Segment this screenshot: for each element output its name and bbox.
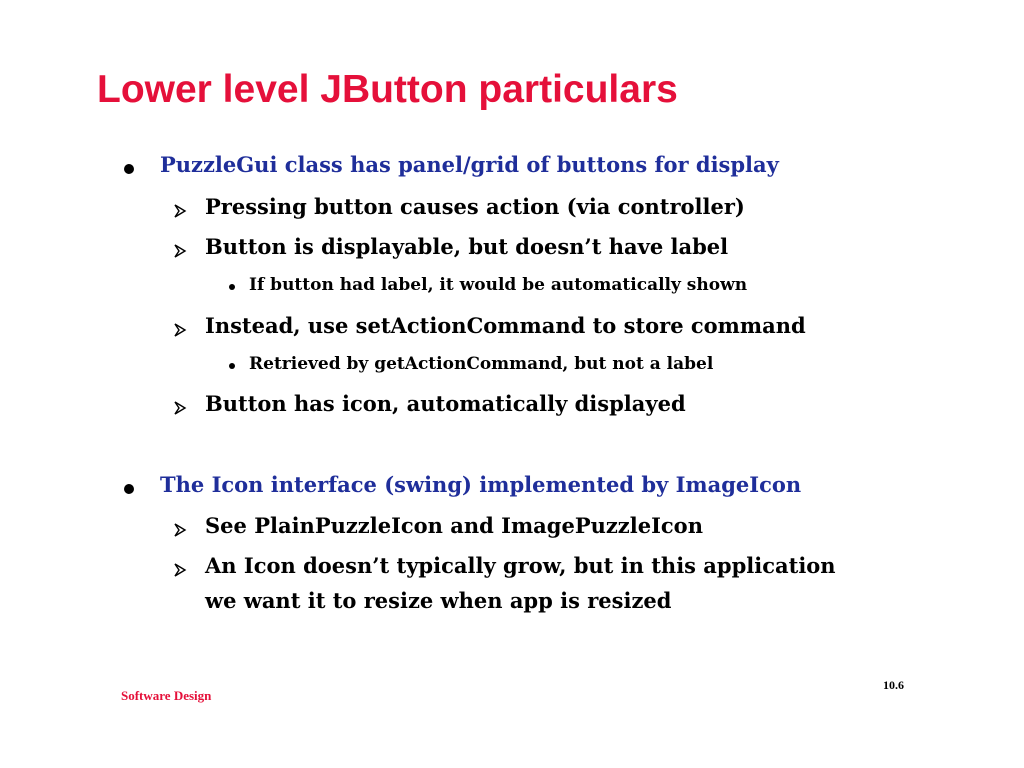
bullet-2-sub-1-text: See PlainPuzzleIcon and ImagePuzzleIcon <box>205 513 703 538</box>
bullet-1-sub-1-text: Pressing button causes action (via controller) <box>205 194 745 219</box>
bullet-dot-icon <box>124 484 134 494</box>
footer-course-name: Software Design <box>121 688 212 703</box>
bullet-1-sub-2-sub-1-text: If button had label, it would be automatically shown <box>249 275 748 295</box>
bullet-1-sub-2-text: Button is displayable, but doesn’t have label <box>205 234 729 259</box>
arrow-bullet-icon <box>172 562 188 578</box>
bullet-1-sub-3-sub-1-text: Retrieved by getActionCommand, but not a label <box>249 354 714 374</box>
arrow-bullet-icon <box>172 400 188 416</box>
bullet-2-sub-2-text-line-1: An Icon doesn’t typically grow, but in this application <box>205 553 836 578</box>
arrow-bullet-icon <box>172 522 188 538</box>
footer-page-number: 10.6 <box>883 678 904 692</box>
bullet-2-sub-2-text-line-2: we want it to resize when app is resized <box>205 588 672 613</box>
bullet-1-text: PuzzleGui class has panel/grid of buttons for display <box>160 152 779 177</box>
bullet-1-sub-4-text: Button has icon, automatically displayed <box>205 391 686 416</box>
bullet-2-text: The Icon interface (swing) implemented by ImageIcon <box>160 472 802 497</box>
bullet-1-sub-3-text: Instead, use setActionCommand to store command <box>205 313 806 338</box>
arrow-bullet-icon <box>172 243 188 259</box>
arrow-bullet-icon <box>172 203 188 219</box>
arrow-bullet-icon <box>172 322 188 338</box>
bullet-dot-icon <box>124 164 134 174</box>
small-bullet-dot-icon <box>229 363 235 369</box>
slide-title: Lower level JButton particulars <box>97 68 678 111</box>
small-bullet-dot-icon <box>229 284 235 290</box>
